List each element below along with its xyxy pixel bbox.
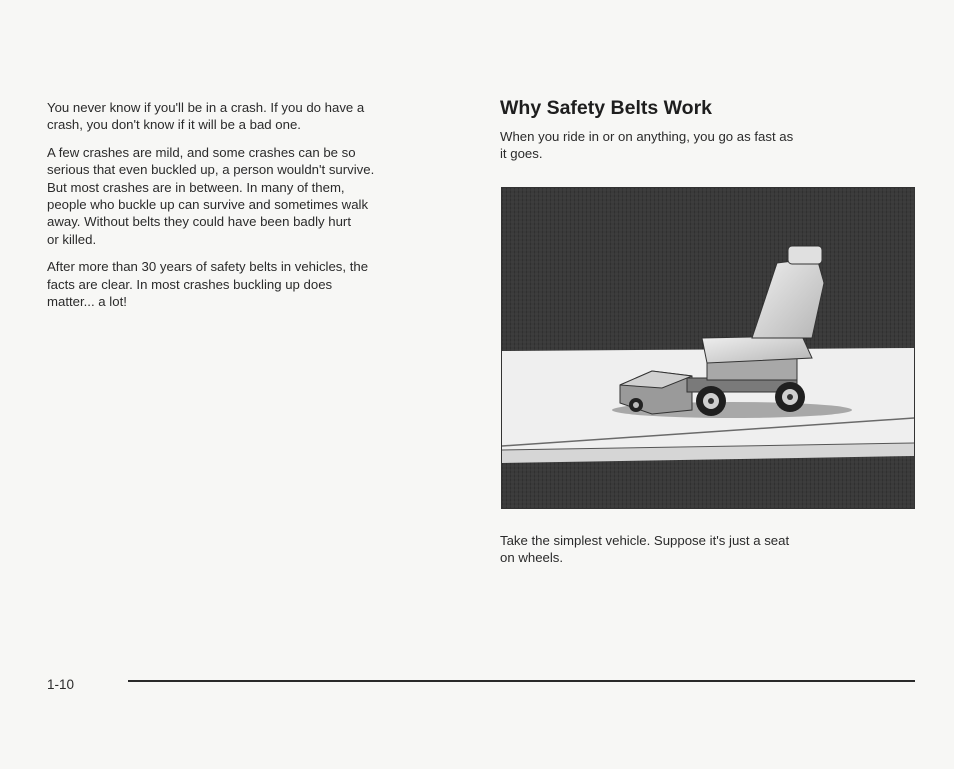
intro-paragraph: When you ride in or on anything, you go as fast as it goes. (500, 129, 794, 162)
rear-wheel (775, 382, 805, 412)
footer-rule (128, 680, 915, 682)
seat-on-wheels-illustration (501, 187, 915, 509)
small-front-wheel (629, 398, 643, 412)
section-heading: Why Safety Belts Work (500, 97, 713, 119)
paragraph-crash-unknown: You never know if you'll be in a crash. If you do have a crash, you don't know if it will be a bad one. (47, 100, 365, 133)
figure-caption: Take the simplest vehicle. Suppose it's just a seat on wheels. (500, 533, 790, 566)
page-number: 1-10 (47, 677, 75, 692)
headrest (788, 246, 822, 264)
right-column (500, 96, 914, 163)
front-wheel (696, 386, 726, 416)
seat-on-wheels-drawing (502, 188, 914, 508)
seat-cushion (702, 336, 812, 363)
paragraph-crash-severity: A few crashes are mild, and some crashes can be so serious that even buckled up, a person wouldn't survive. But most crashes are in between. In many of them, people who buckle up can survive and sometimes walk away. Without belts they could have been badly hurt or killed. (47, 144, 375, 247)
paragraph-safety-belt-facts: After more than 30 years of safety belts in vehicles, the facts are clear. In most crashes buckling up does matter... a lot! (47, 259, 369, 310)
left-column (47, 99, 467, 320)
